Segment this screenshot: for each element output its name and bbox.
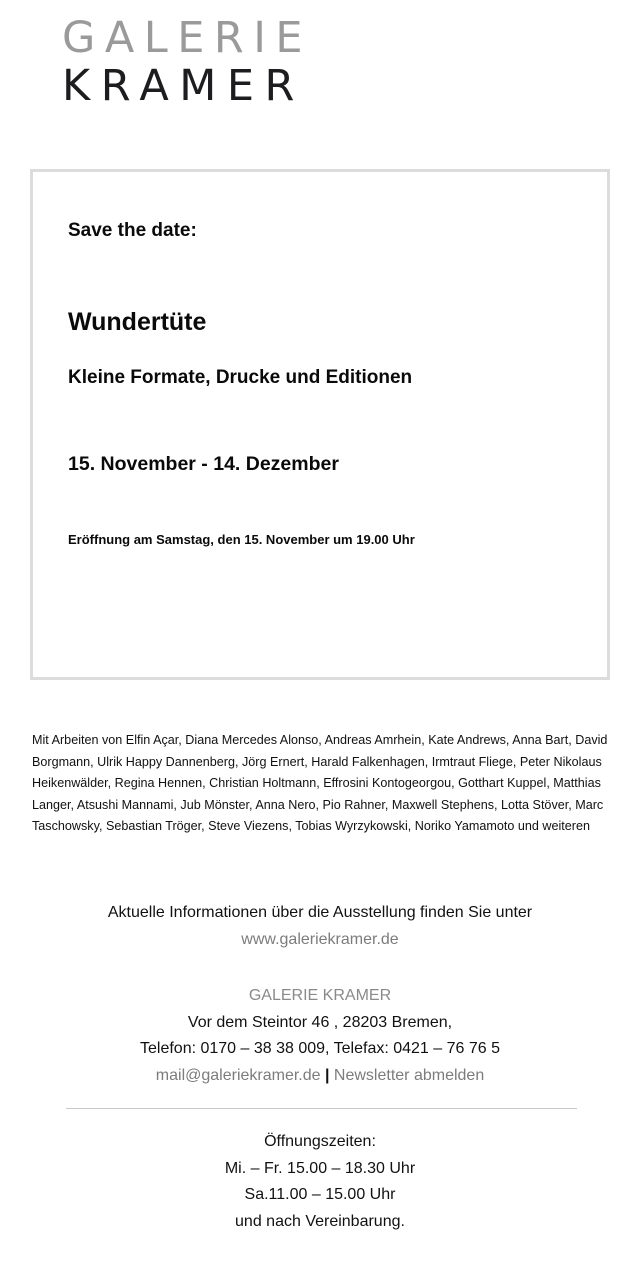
footer-gallery-name: GALERIE KRAMER	[248, 987, 392, 1004]
info-text: Aktuelle Informationen über die Ausstellung finden Sie unter	[107, 904, 533, 921]
address: Vor dem Steintor 46 , 28203 Bremen,	[187, 1013, 453, 1031]
gallery-logo	[62, 13, 313, 111]
info-section	[0, 900, 640, 953]
hours-saturday: Sa.11.00 – 15.00 Uhr	[244, 1186, 396, 1203]
opening-info: Eröffnung am Samstag, den 15. November um 19.00 Uhr	[68, 532, 415, 547]
website-link[interactable]: www.galeriekramer.de	[241, 930, 399, 948]
contact-section	[0, 983, 640, 1089]
artists-list: Mit Arbeiten von Elfin Açar, Diana Mercedes Alonso, Andreas Amrhein, Kate Andrews, Anna Bart, David Borgmann, Ulrik Happy Dannenberg, Jörg Ernert, Harald Falkenhagen, Irmtraut Fliege, Peter Nikolaus Heikenwälder, Regina Hennen, Christian Holtmann, Effrosini Kontogeorgou, Gotthart Kuppel, Matthias Langer, Atsushi Mannami, Jub Mönster, Anna Nero, Pio Rahner, Maxwell Stephens, Lotta Stöver, Marc Taschowsky, Sebastian Tröger, Steve Viezens, Tobias Wyrzykowski, Noriko Yamamoto und weiteren	[32, 733, 608, 833]
hours-weekdays: Mi. – Fr. 15.00 – 18.30 Uhr	[224, 1159, 416, 1177]
footer-divider	[66, 1108, 577, 1109]
exhibition-title: Wundertüte	[68, 308, 207, 336]
save-the-date-box	[30, 169, 610, 680]
email-link[interactable]: mail@galeriekramer.de	[155, 1066, 321, 1084]
links-row	[0, 1063, 640, 1090]
link-separator: |	[324, 1066, 330, 1084]
exhibition-dates: 15. November - 14. Dezember	[68, 453, 339, 475]
hours-heading: Öffnungszeiten:	[264, 1133, 376, 1150]
save-the-date-label: Save the date:	[68, 220, 197, 241]
opening-hours-section	[0, 1129, 640, 1235]
logo-line-kramer: KRAMER	[62, 61, 305, 111]
exhibition-subtitle: Kleine Formate, Drucke und Editionen	[68, 367, 413, 388]
phone-fax: Telefon: 0170 – 38 38 009, Telefax: 0421 – 76 76 5	[140, 1040, 500, 1057]
unsubscribe-link[interactable]: Newsletter abmelden	[333, 1066, 485, 1084]
logo-line-galerie: GALERIE	[62, 13, 313, 63]
hours-note: und nach Vereinbarung.	[235, 1212, 405, 1230]
